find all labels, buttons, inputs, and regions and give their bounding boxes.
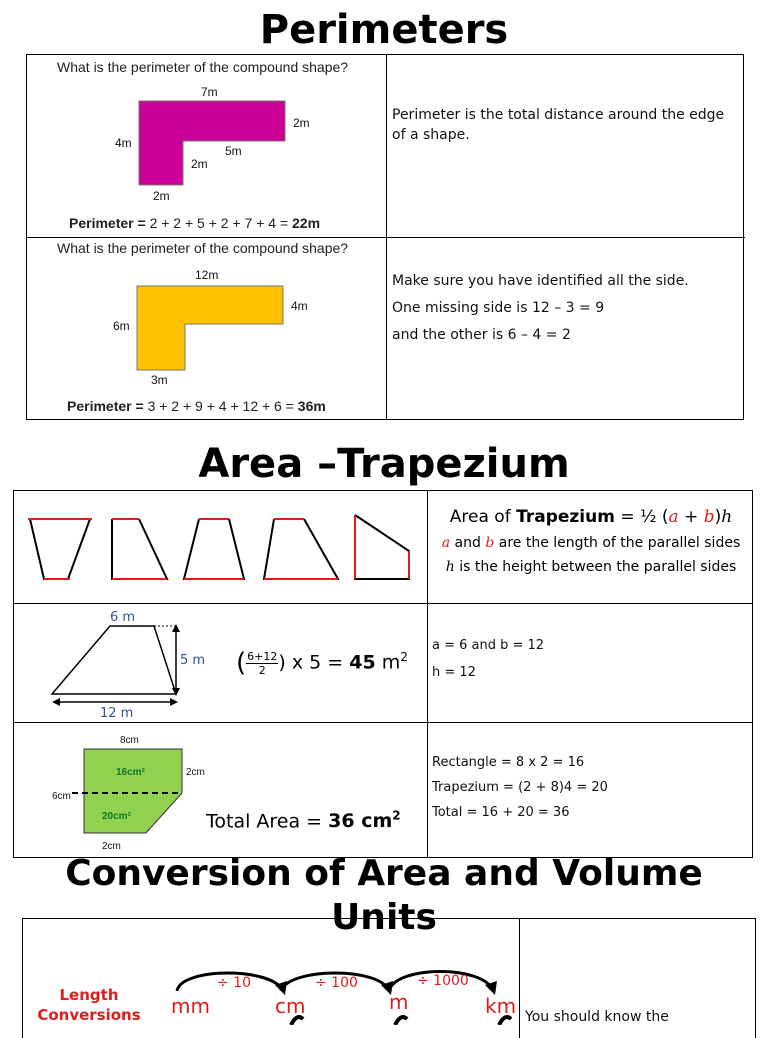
perimeter-row-2 [27,237,745,420]
perimeter-result: 36m [297,398,326,414]
upper-area-label: 16cm² [116,767,145,778]
trapezium-formula-cell [428,491,754,603]
label-top: 8cm [120,735,139,746]
fraction-numerator: 6+12 [247,649,278,663]
perimeter-label: Perimeter = [69,215,146,231]
label-height: 5 m [180,653,206,668]
conversion-table [22,918,756,1038]
trapezium-word: Trapezium [516,507,615,527]
magenta-l-shape-figure [27,55,386,237]
perimeter-label: Perimeter = [67,398,144,414]
note-line: Trapezium = (2 + 8)4 = 20 [432,780,608,795]
missing-side-notes [392,268,732,349]
trapezium-example-row [14,603,752,722]
length-conversion-diagram [133,919,523,1025]
compound-notes [432,750,732,825]
label-right: 4m [291,299,308,313]
note-line: a = 6 and b = 12 [432,638,545,653]
perimeter-expression: 3 + 2 + 9 + 4 + 12 + 6 = [147,398,294,414]
label-top: 6 m [110,610,136,625]
total-area-value: 36 $cm^2$ [328,809,401,833]
trapezium-table [13,490,753,858]
label-bottom: 12 m [100,706,134,721]
label-inner-vertical: 2m [191,157,208,171]
unit-km: km [485,994,517,1018]
perimeters-heading: Perimeters [259,7,509,53]
trapezium-examples [14,491,427,603]
label-right: 2cm [186,767,205,778]
height-line: h is the height between the parallel sides [445,559,737,575]
green-compound-shape [84,749,182,833]
factor-3: ÷ 1000 [417,973,469,989]
label-bottom: 2cm [102,841,121,852]
l-shape-yellow [137,286,283,370]
example-result: 45 [349,651,376,674]
perimeter-question-1-cell [27,55,386,237]
unit-mm: mm [171,994,210,1018]
trapezium-shape-5 [355,515,409,579]
perimeter-definition: Perimeter is the total distance around the edge of a shape. [392,107,725,143]
label-right: 2m [293,116,310,130]
note-line: Rectangle = 8 x 2 = 16 [432,755,585,770]
note-line: Total = 16 + 20 = 36 [432,805,570,820]
example-trapezium [52,626,176,694]
lower-area-label: 20cm² [102,811,131,822]
parallel-sides-line: a and b are the length of the parallel sides [441,535,741,551]
label-left: 4m [115,136,132,150]
conversion-heading: Conversion of Area and Volume Units [65,853,703,938]
length-conversions-label: Length Conversions [37,986,141,1024]
trapezium-heading: Area –Trapezium [198,441,570,487]
perimeter-result: 22m [292,215,321,231]
note-line: One missing side is 12 – 3 = 9 [392,300,605,316]
fraction [246,650,278,677]
question-text: What is the perimeter of the compound shape? [57,240,349,256]
label-bottom: 3m [151,373,168,387]
yellow-l-shape-figure [27,238,386,420]
conversion-note: You should know the [525,1009,669,1025]
label-top: 12m [195,268,219,282]
trapezium-shape-1 [28,519,92,579]
perimeters-table [26,54,744,420]
unit-cm: cm [275,994,306,1018]
note-line: h = 12 [432,665,476,680]
example-calculation: ( $\frac{6+12}{2}$ ) x 5 = 45 $m^2$ [236,648,408,678]
perimeter-calculation [67,398,326,414]
example-notes [432,632,732,686]
factor-1: ÷ 10 [217,975,251,991]
trapezium-shape-4 [264,519,338,579]
total-area: Total Area = 36 $cm^2$ [206,809,401,833]
l-shape-magenta [139,101,285,185]
trapezium-shape-3 [184,519,244,579]
perimeter-calculation [69,215,320,231]
compound-area-row [14,722,752,858]
area-formula: Area of Trapezium = ½ (a + b)h [449,507,733,527]
trapezium-shape-2 [112,519,167,579]
label-bottom: 2m [153,189,170,203]
fraction-denominator: 2 [258,663,266,677]
label-top: 7m [201,85,218,99]
question-text: What is the perimeter of the compound shape? [57,59,349,75]
factor-2: ÷ 100 [315,975,358,991]
perimeter-expression: 2 + 2 + 5 + 2 + 7 + 4 = [149,215,289,231]
label-inner-horizontal: 5m [225,144,242,158]
note-line: and the other is 6 – 4 = 2 [392,327,571,343]
compound-shape-figure [14,723,427,859]
note-line: Make sure you have identified all the side. [392,273,689,289]
label-left: 6cm [52,791,71,802]
label-left: 6m [113,319,130,333]
unit-m: m [389,990,409,1014]
